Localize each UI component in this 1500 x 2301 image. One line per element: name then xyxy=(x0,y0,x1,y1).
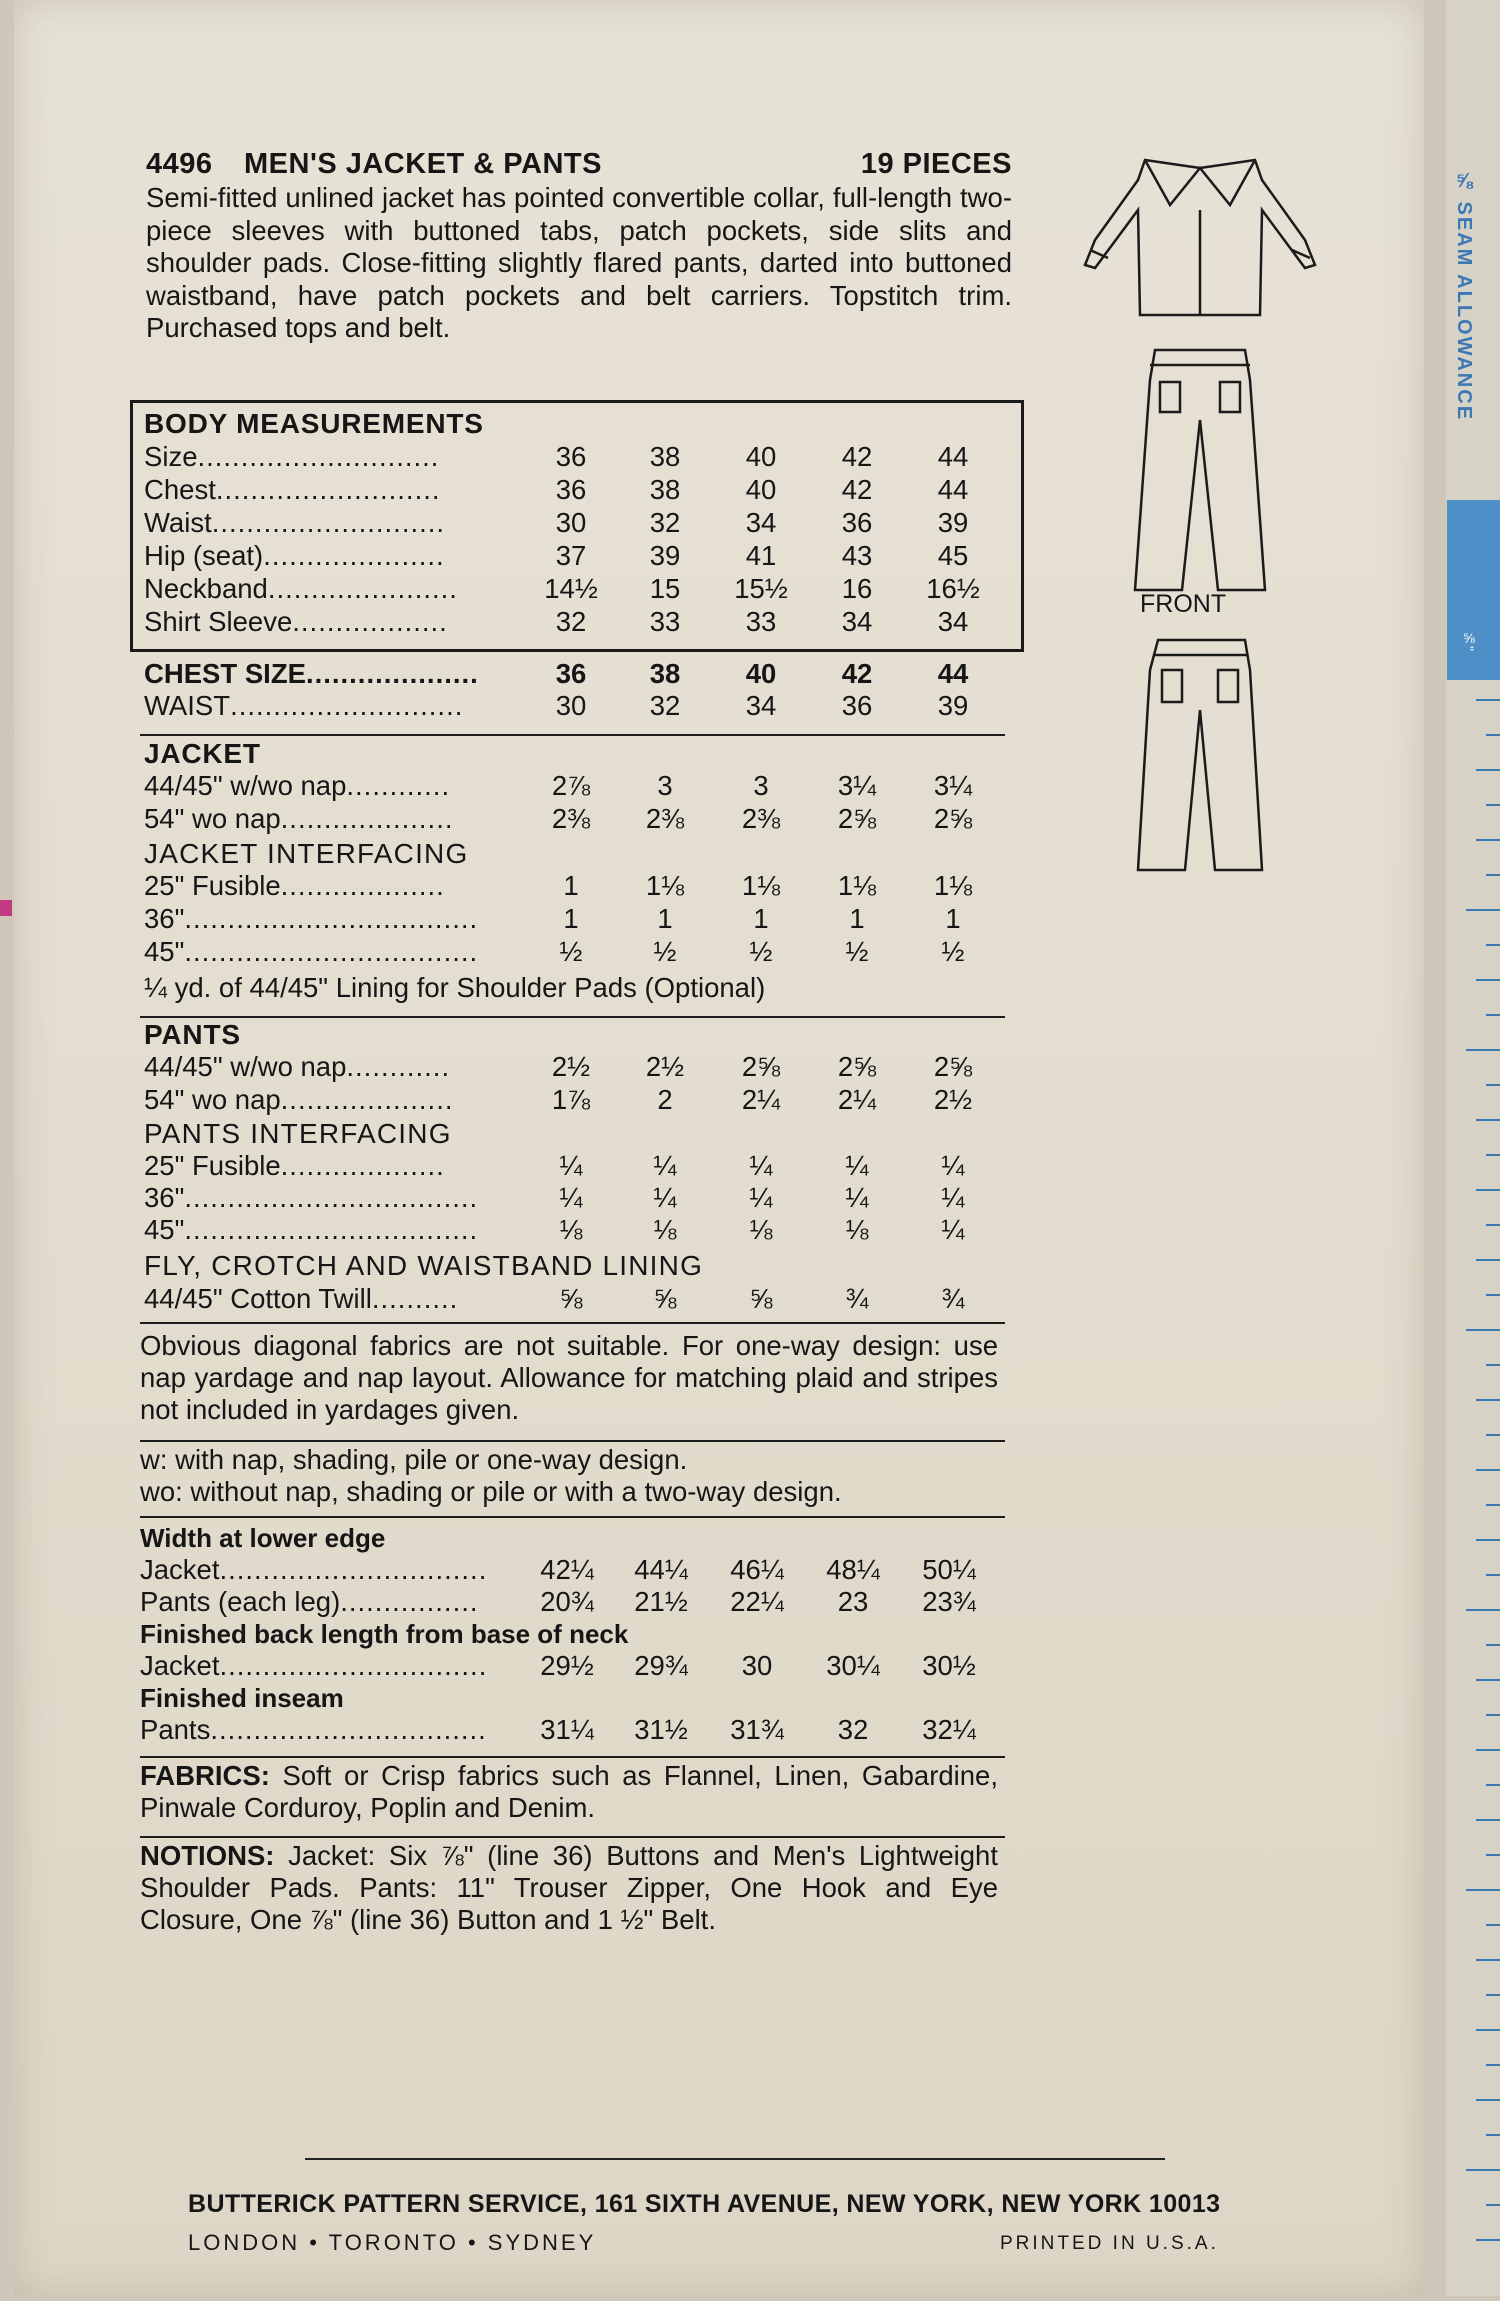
row-label-text: 36" xyxy=(144,903,185,934)
table-cell: 23 xyxy=(837,1586,869,1617)
table-cell: 31¾ xyxy=(730,1714,784,1745)
table-cell: 2¼ xyxy=(741,1084,781,1115)
row-label-text: Jacket xyxy=(140,1554,220,1585)
row-label-text: Chest xyxy=(144,474,216,505)
table-cell: 1⅛ xyxy=(837,870,877,901)
inseam-title: Finished inseam xyxy=(140,1683,344,1713)
pants-title: PANTS xyxy=(144,1019,241,1050)
table-row xyxy=(144,540,1014,571)
table-cell: 43 xyxy=(841,540,873,571)
divider xyxy=(140,1516,1005,1518)
table-cell: 39 xyxy=(937,507,969,538)
row-leader-dots: ........................... xyxy=(230,690,464,721)
table-cell: ¼ xyxy=(941,1182,965,1213)
row-leader-dots: .................... xyxy=(280,1084,454,1115)
row-leader-dots: .................... xyxy=(280,803,454,834)
table-row xyxy=(144,1214,1014,1245)
garment-illustration xyxy=(1050,150,1340,890)
table-cell: 32 xyxy=(649,690,681,721)
table-cell: 40 xyxy=(745,441,777,472)
table-cell: 44 xyxy=(937,474,969,505)
table-cell: 21½ xyxy=(634,1586,688,1617)
table-row xyxy=(140,1586,1010,1617)
table-cell: 15½ xyxy=(734,573,788,604)
pattern-number: 4496 xyxy=(146,148,213,180)
table-cell: 3¼ xyxy=(837,770,877,801)
table-cell: 44 xyxy=(937,441,969,472)
table-row xyxy=(144,803,1014,834)
lining-note: ¼ yd. of 44/45" Lining for Shoulder Pads (Optional) xyxy=(144,972,766,1003)
jacket-sketch xyxy=(1085,160,1315,315)
table-cell: 1 xyxy=(753,903,769,934)
table-cell: ¾ xyxy=(941,1283,965,1314)
divider xyxy=(140,1440,1005,1442)
table-cell: 1⅛ xyxy=(933,870,973,901)
table-cell: ¼ xyxy=(559,1182,583,1213)
ruler-blue-tab xyxy=(1447,500,1500,680)
pattern-description: Semi-fitted unlined jacket has pointed convertible collar, full-length two-piece sleeves with buttoned tabs, patch pockets, side slits and shoulder pads. Close-fitting slightly flared pants, darted into buttoned waistband, have patch pockets and belt carriers. Topstitch trim. Purchased tops and belt. xyxy=(146,182,1012,343)
table-row xyxy=(144,573,1014,604)
fabrics-text: Soft or Crisp fabrics such as Flannel, Linen, Gabardine, Pinwale Corduroy, Poplin and Denim. xyxy=(140,1760,998,1823)
row-label-text: 54" wo nap xyxy=(144,1084,281,1115)
row-label-text: Waist xyxy=(144,507,212,538)
table-cell: 29¾ xyxy=(634,1650,688,1681)
table-cell: ¼ xyxy=(653,1150,677,1181)
row-label xyxy=(144,936,478,968)
table-cell: 33 xyxy=(745,606,777,637)
seam-allowance-label: ⅝ SEAM ALLOWANCE xyxy=(1453,170,1475,422)
pattern-title: MEN'S JACKET & PANTS xyxy=(244,148,602,180)
pants-sketch xyxy=(1135,350,1265,590)
table-cell: ¼ xyxy=(845,1150,869,1181)
row-label xyxy=(144,441,439,473)
table-cell: ¼ xyxy=(749,1150,773,1181)
table-cell: 30 xyxy=(555,507,587,538)
divider xyxy=(140,1836,1005,1838)
row-leader-dots: .......... xyxy=(371,1283,459,1314)
table-row xyxy=(144,507,1014,538)
publisher-cities: LONDON • TORONTO • SYDNEY xyxy=(188,2230,597,2255)
row-label-text: Pants xyxy=(140,1714,211,1745)
row-leader-dots: .................................. xyxy=(184,1214,479,1245)
table-cell: ½ xyxy=(559,936,583,967)
table-row xyxy=(140,1714,1010,1745)
row-leader-dots: ............................... xyxy=(219,1554,488,1585)
row-label xyxy=(144,606,448,638)
table-cell: 2⅝ xyxy=(837,803,877,834)
table-row xyxy=(140,1554,1010,1585)
row-leader-dots: .................................. xyxy=(184,936,479,967)
row-label-text: 44/45" w/wo nap xyxy=(144,1051,347,1082)
jacket-interfacing-title: JACKET INTERFACING xyxy=(144,838,469,869)
table-cell: 3 xyxy=(657,770,673,801)
row-label-text: Pants (each leg) xyxy=(140,1586,341,1617)
row-label xyxy=(140,1714,487,1746)
row-label xyxy=(140,1586,479,1618)
table-cell: ½ xyxy=(941,936,965,967)
table-cell: 42 xyxy=(841,474,873,505)
row-label xyxy=(144,690,463,722)
table-cell: 39 xyxy=(649,540,681,571)
table-cell: 38 xyxy=(649,474,681,505)
table-row xyxy=(144,441,1014,472)
row-label xyxy=(144,770,450,802)
table-row xyxy=(144,1150,1014,1181)
table-cell: 30 xyxy=(741,1650,773,1681)
table-row xyxy=(144,1051,1014,1082)
table-row xyxy=(144,606,1014,637)
footer-rule xyxy=(305,2158,1165,2160)
row-leader-dots: .................................. xyxy=(184,903,479,934)
table-cell: ¼ xyxy=(749,1182,773,1213)
table-cell: 42 xyxy=(841,658,873,689)
row-label xyxy=(144,1051,450,1083)
table-cell: ⅛ xyxy=(559,1214,583,1245)
table-cell: 32 xyxy=(555,606,587,637)
jacket-title: JACKET xyxy=(144,738,261,769)
table-cell: 1⅛ xyxy=(645,870,685,901)
row-label-text: CHEST SIZE xyxy=(144,658,306,689)
table-cell: ¼ xyxy=(653,1182,677,1213)
table-cell: 34 xyxy=(745,690,777,721)
row-leader-dots: .................... xyxy=(305,658,479,689)
with-nap-note: w: with nap, shading, pile or one-way design. xyxy=(140,1444,688,1475)
table-cell: 3 xyxy=(753,770,769,801)
fabrics-section xyxy=(140,1760,998,1824)
row-label-text: 25" Fusible xyxy=(144,1150,281,1181)
table-cell: 44 xyxy=(937,658,969,689)
row-label-text: WAIST xyxy=(144,690,231,721)
row-leader-dots: ............................ xyxy=(197,441,440,472)
row-label xyxy=(140,1650,487,1682)
table-cell: 45 xyxy=(937,540,969,571)
table-cell: 34 xyxy=(841,606,873,637)
table-cell: ½ xyxy=(845,936,869,967)
table-cell: 1⅛ xyxy=(741,870,781,901)
row-leader-dots: ............ xyxy=(346,1051,451,1082)
table-cell: 44¼ xyxy=(634,1554,688,1585)
divider xyxy=(140,1016,1005,1018)
table-cell: 36 xyxy=(555,658,587,689)
table-cell: ¼ xyxy=(559,1150,583,1181)
back-length-title: Finished back length from base of neck xyxy=(140,1619,629,1649)
table-cell: 1 xyxy=(945,903,961,934)
row-label-text: 45" xyxy=(144,1214,185,1245)
table-row xyxy=(144,936,1014,967)
row-label xyxy=(144,870,445,902)
table-cell: 30 xyxy=(555,690,587,721)
table-cell: 2⅝ xyxy=(933,1051,973,1082)
table-cell: 32 xyxy=(649,507,681,538)
table-cell: 31½ xyxy=(634,1714,688,1745)
table-row xyxy=(144,658,1014,689)
table-row xyxy=(140,1650,1010,1681)
row-leader-dots: ............ xyxy=(346,770,451,801)
table-cell: 16 xyxy=(841,573,873,604)
row-leader-dots: .................................. xyxy=(184,1182,479,1213)
table-row xyxy=(144,770,1014,801)
row-label xyxy=(144,1182,478,1214)
row-label-text: Neckband xyxy=(144,573,268,604)
table-cell: 36 xyxy=(555,474,587,505)
row-label-text: 25" Fusible xyxy=(144,870,281,901)
table-row xyxy=(144,1084,1014,1115)
table-cell: 2⅜ xyxy=(645,803,685,834)
table-cell: ⅝ xyxy=(559,1283,583,1314)
table-cell: 2½ xyxy=(645,1051,685,1082)
pants-back-sketch xyxy=(1138,640,1262,870)
table-cell: 30½ xyxy=(922,1650,976,1681)
row-label xyxy=(144,1214,478,1246)
row-leader-dots: ............................... xyxy=(219,1650,488,1681)
table-cell: 2⅞ xyxy=(551,770,591,801)
row-label xyxy=(144,1084,453,1116)
table-cell: ¼ xyxy=(941,1150,965,1181)
table-cell: 33 xyxy=(649,606,681,637)
row-label-text: 54" wo nap xyxy=(144,803,281,834)
table-cell: 20¾ xyxy=(540,1586,594,1617)
table-row xyxy=(144,1182,1014,1213)
table-cell: 2¼ xyxy=(837,1084,877,1115)
row-leader-dots: ..................... xyxy=(263,540,445,571)
fly-lining-title: FLY, CROTCH AND WAISTBAND LINING xyxy=(144,1250,704,1281)
table-cell: 32 xyxy=(837,1714,869,1745)
row-label xyxy=(144,803,453,835)
table-cell: 40 xyxy=(745,658,777,689)
row-label-text: Shirt Sleeve xyxy=(144,606,293,637)
notions-text: Jacket: Six ⅞" (line 36) Buttons and Men's Lightweight Shoulder Pads. Pants: 11" Trouser Zipper, One Hook and Eye Closure, One ⅞" (line 36) Button and 1 ½" Belt. xyxy=(140,1840,998,1935)
table-cell: 14½ xyxy=(544,573,598,604)
table-cell: 1 xyxy=(657,903,673,934)
table-cell: 34 xyxy=(745,507,777,538)
divider xyxy=(140,1322,1005,1324)
table-cell: ⅝ xyxy=(749,1283,773,1314)
table-cell: ⅛ xyxy=(653,1214,677,1245)
table-cell: ¾ xyxy=(845,1283,869,1314)
row-label-text: Size xyxy=(144,441,198,472)
table-cell: 16½ xyxy=(926,573,980,604)
row-leader-dots: ................ xyxy=(340,1586,479,1617)
table-cell: 2½ xyxy=(933,1084,973,1115)
table-cell: 2 xyxy=(657,1084,673,1115)
table-cell: 22¼ xyxy=(730,1586,784,1617)
table-cell: 38 xyxy=(649,658,681,689)
row-leader-dots: .................. xyxy=(292,606,448,637)
pants-interfacing-title: PANTS INTERFACING xyxy=(144,1118,452,1149)
row-leader-dots: ........................... xyxy=(211,507,446,538)
table-cell: 48¼ xyxy=(826,1554,880,1585)
table-cell: 42¼ xyxy=(540,1554,594,1585)
table-cell: ⅝ xyxy=(653,1283,677,1314)
table-cell: 23¾ xyxy=(922,1586,976,1617)
table-cell: 2⅝ xyxy=(933,803,973,834)
divider xyxy=(140,1756,1005,1758)
row-label xyxy=(144,658,479,690)
table-cell: ¼ xyxy=(941,1214,965,1245)
row-label xyxy=(144,573,458,605)
table-row xyxy=(144,903,1014,934)
table-cell: 36 xyxy=(841,507,873,538)
table-cell: 2⅝ xyxy=(837,1051,877,1082)
table-cell: ½ xyxy=(653,936,677,967)
row-leader-dots: ................................ xyxy=(210,1714,487,1745)
table-cell: 36 xyxy=(841,690,873,721)
row-leader-dots: .......................... xyxy=(215,474,441,505)
pattern-pieces: 19 PIECES xyxy=(860,148,1012,180)
table-cell: 3¼ xyxy=(933,770,973,801)
table-row xyxy=(144,474,1014,505)
printed-in: PRINTED IN U.S.A. xyxy=(1000,2233,1219,2254)
without-nap-note: wo: without nap, shading or pile or with a two-way design. xyxy=(140,1476,842,1507)
table-cell: 2⅜ xyxy=(741,803,781,834)
diagonal-fabric-note: Obvious diagonal fabrics are not suitable. For one-way design: use nap yardage and nap layout. Allowance for matching plaid and stripes not included in yardages given. xyxy=(140,1330,998,1425)
table-cell: ½ xyxy=(749,936,773,967)
fabrics-label: FABRICS: xyxy=(140,1760,270,1791)
table-cell: 39 xyxy=(937,690,969,721)
row-label-text: 44/45" Cotton Twill xyxy=(144,1283,372,1314)
table-cell: 37 xyxy=(555,540,587,571)
table-row xyxy=(144,1283,1014,1314)
table-cell: 38 xyxy=(649,441,681,472)
table-cell: 46¼ xyxy=(730,1554,784,1585)
row-leader-dots: ................... xyxy=(280,1150,445,1181)
table-cell: 41 xyxy=(745,540,777,571)
row-label xyxy=(144,903,478,935)
table-cell: 2½ xyxy=(551,1051,591,1082)
divider xyxy=(140,734,1005,736)
table-cell: 2⅜ xyxy=(551,803,591,834)
front-label: FRONT xyxy=(1140,590,1227,618)
table-cell: 31¼ xyxy=(540,1714,594,1745)
row-leader-dots: ...................... xyxy=(267,573,458,604)
notions-label: NOTIONS: xyxy=(140,1840,275,1871)
table-cell: 1⅞ xyxy=(551,1084,591,1115)
row-label xyxy=(144,1283,458,1315)
table-cell: 2⅝ xyxy=(741,1051,781,1082)
row-label xyxy=(140,1554,487,1586)
row-label xyxy=(144,474,441,506)
row-label-text: Jacket xyxy=(140,1650,220,1681)
table-row xyxy=(144,870,1014,901)
table-cell: 1 xyxy=(563,903,579,934)
row-label xyxy=(144,1150,445,1182)
row-label xyxy=(144,507,445,539)
table-cell: 32¼ xyxy=(922,1714,976,1745)
table-cell: 1 xyxy=(849,903,865,934)
notions-section xyxy=(140,1840,998,1936)
table-cell: 15 xyxy=(649,573,681,604)
table-cell: 34 xyxy=(937,606,969,637)
pink-edge-mark xyxy=(0,900,12,916)
ruler-tab-label: ⅝" xyxy=(1461,630,1477,651)
row-label xyxy=(144,540,445,572)
row-label-text: Hip (seat) xyxy=(144,540,264,571)
row-label-text: 36" xyxy=(144,1182,185,1213)
publisher-address: BUTTERICK PATTERN SERVICE, 161 SIXTH AVENUE, NEW YORK, NEW YORK 10013 xyxy=(188,2190,1221,2218)
table-cell: ¼ xyxy=(845,1182,869,1213)
table-cell: 29½ xyxy=(540,1650,594,1681)
pattern-header xyxy=(146,148,1012,184)
body-measurements-title: BODY MEASUREMENTS xyxy=(144,408,484,439)
row-label-text: 44/45" w/wo nap xyxy=(144,770,347,801)
table-cell: 40 xyxy=(745,474,777,505)
table-cell: ⅛ xyxy=(749,1214,773,1245)
table-cell: 42 xyxy=(841,441,873,472)
table-cell: 1 xyxy=(563,870,579,901)
width-lower-edge-title: Width at lower edge xyxy=(140,1523,386,1553)
table-row xyxy=(144,690,1014,721)
table-cell: 50¼ xyxy=(922,1554,976,1585)
table-cell: 36 xyxy=(555,441,587,472)
table-cell: 30¼ xyxy=(826,1650,880,1681)
row-leader-dots: ................... xyxy=(280,870,445,901)
table-cell: ⅛ xyxy=(845,1214,869,1245)
row-label-text: 45" xyxy=(144,936,185,967)
